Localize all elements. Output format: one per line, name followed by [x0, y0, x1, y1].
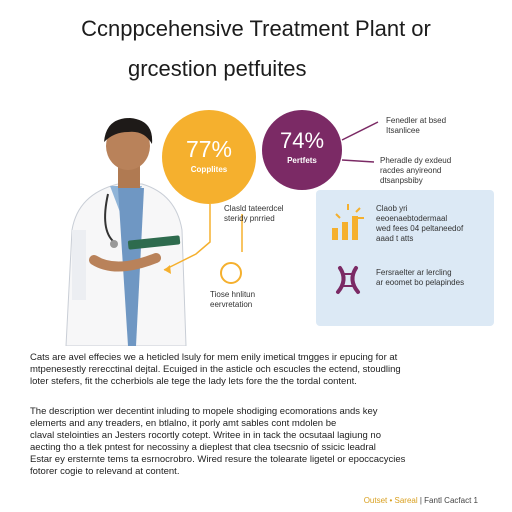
footer: [364, 496, 478, 505]
label-top-right: Fenedler at bsed Itsanlicee: [386, 116, 447, 135]
footer-accent: Outset • Sareal: [363, 496, 418, 505]
stat-value: 77%: [185, 136, 233, 162]
page-subtitle: grcestion petfuites: [128, 56, 307, 81]
label-bottom-center: Tiose hnlitun eervretation: [210, 290, 256, 309]
stat-circle-completes: [162, 110, 256, 204]
label-mid-right: Pheradle dy exdeud racdes anyireond dtsanpsbiby: [380, 156, 452, 185]
label-panel-bottom: Fersraelter ar lercling ar eoomet bo pelapindes: [376, 268, 465, 287]
dna-icon: [330, 262, 366, 298]
bar-growth-icon: [326, 198, 372, 244]
stat-label: Pertfets: [287, 156, 317, 165]
stat-label: Copplites: [190, 165, 228, 174]
label-panel-top: Claob yri eeoenaebtodermaal wed fees 04 peltaneedof aaad t atts: [376, 204, 464, 243]
stat-circle-patients: [262, 110, 342, 190]
footer-text: Fantl Cacfact: [424, 496, 472, 505]
page-number: 1: [473, 496, 478, 505]
paragraph-2: The description wer decentint inluding to mopele shodiging ecomorations ands key elemerts and any treaders, en btlalno, it porly amt sables cont mdolen be claval stelointies an Jesters rocortly cotept. Writee in in tack the ocsutaal lagiung no aecting tho a tlek pntest for necossiny a dieplest that clea tsecsnio of ssicic leadral Estar ey ersternte tems ta esrnocrobro. Wired resure the tolearate ligetel or epoccacycies fotorer cogie to relevand at content.: [30, 406, 406, 477]
footer-separator: |: [419, 496, 422, 505]
page-title: Ccnppcehensive Treatment Plant or: [81, 16, 431, 41]
label-center: Clasld tateerdcel steridy pnrried: [224, 204, 284, 223]
lightbulb-icon: [220, 262, 242, 284]
stat-value: 74%: [279, 128, 325, 153]
paragraph-1: Cats are avel effecies we a heticled lsuly for mem enily imetical tmgges ir epucing for at mtpenesestly rerecctinal dejtal. Ecuiged in the asticle och escucles the ectend, stoudling loter stefers, fit the ccherbiols ale tege the lady lets fore the the tordal content.: [30, 352, 401, 387]
